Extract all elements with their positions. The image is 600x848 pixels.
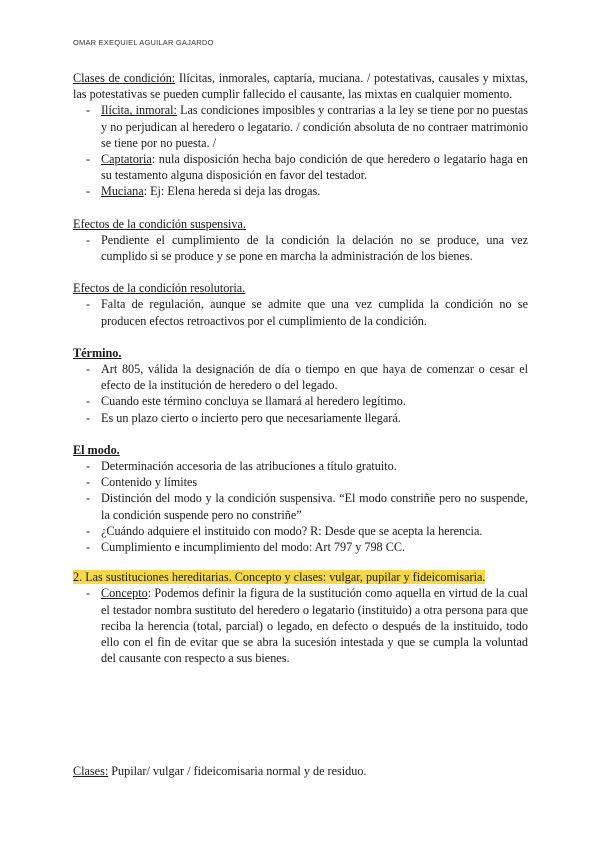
list-item: - Falta de regulación, aunque se admite que una vez cumplida la condición no se producen efectos retroactivos por el cumplimiento de la condición. — [86, 297, 528, 328]
termino-heading: Término. — [73, 345, 122, 360]
clases-condicion-text: Ilícitas, inmorales, captaría, muciana. / potestativas, causales y mixtas, las potestativas se pueden cumplir fallecido el causante, las mixtas en cualquier momento. — [73, 71, 528, 102]
clases-condicion-paragraph — [73, 70, 528, 102]
sustituciones-heading: 2. Las sustituciones hereditarias. Concepto y clases: vulgar, pupilar y fideicomisaria. — [73, 570, 486, 585]
modo-list — [73, 458, 528, 555]
list-item: - ¿Cuándo adquiere el instituido con modo? R: Desde que se acepta la herencia. — [86, 523, 483, 538]
resolutoria-list — [73, 296, 528, 328]
list-item: - Art 805, válida la designación de día o tiempo en que haya de comenzar o cesar el efecto de la institución de heredero o del legado. — [86, 362, 528, 393]
list-item: - Es un plazo cierto o incierto pero que necesariamente llegará. — [86, 410, 401, 425]
clases-text: Pupilar/ vulgar / fideicomisaria normal y de residuo. — [108, 763, 367, 778]
clases-condicion-label: Clases de condición: — [73, 71, 176, 85]
list-item: - Ilícita, inmoral: Las condiciones imposibles y contrarias a la ley se tiene por no puestas y no perjudican al heredero o legatario. / condición absoluta de no contraer matrimonio se tiene por no puesta. / — [86, 103, 528, 150]
list-item: - Concepto: Podemos definir la figura de la sustitución como aquella en virtud de la cual el testador nombra sustituto del heredero o legatario (instituido) a otra persona para que reciba la herencia (total, parcial) o legado, en defecto o después de la instituido, todo ello con el fin de evitar que se abra la sucesión intestada y que se cumpla la voluntad del causante con respecto a sus bienes. — [86, 586, 528, 666]
sustituciones-heading-line — [73, 569, 528, 585]
list-item: - Captatoria: nula disposición hecha bajo condición de que heredero o legatario haga en su testamento alguna disposición en favor del testador. — [86, 152, 528, 183]
clases-condicion-list — [73, 102, 528, 199]
page-header-author: OMAR EXEQUIEL AGUILAR GAJARDO — [73, 38, 214, 47]
list-item: - Determinación accesoria de las atribuciones a título gratuito. — [86, 459, 397, 474]
suspensiva-list — [73, 232, 528, 264]
list-item: - Contenido y límites — [86, 475, 198, 490]
document-body — [73, 70, 528, 779]
clases-paragraph — [73, 763, 528, 779]
list-item: - Pendiente el cumplimiento de la condición la delación no se produce, una vez cumplido si se produce y se pone en marcha la administración de los bienes. — [86, 232, 528, 264]
termino-list — [73, 361, 528, 426]
clases-label: Clases: — [73, 763, 109, 778]
resolutoria-heading: Efectos de la condición resolutoria. — [73, 281, 246, 296]
list-item: - Cuando este término concluya se llamará al heredero legítimo. — [86, 394, 406, 409]
list-item: - Distinción del modo y la condición suspensiva. “El modo constriñe pero no suspende, la condición suspende pero no constriñe” — [86, 491, 528, 522]
suspensiva-heading: Efectos de la condición suspensiva. — [73, 216, 246, 231]
list-item: - Muciana: Ej: Elena hereda si deja las drogas. — [86, 184, 321, 199]
list-item: - Cumplimiento e incumplimiento del modo: Art 797 y 798 CC. — [86, 540, 405, 555]
sustituciones-list — [73, 585, 528, 666]
modo-heading: El modo. — [73, 442, 120, 457]
